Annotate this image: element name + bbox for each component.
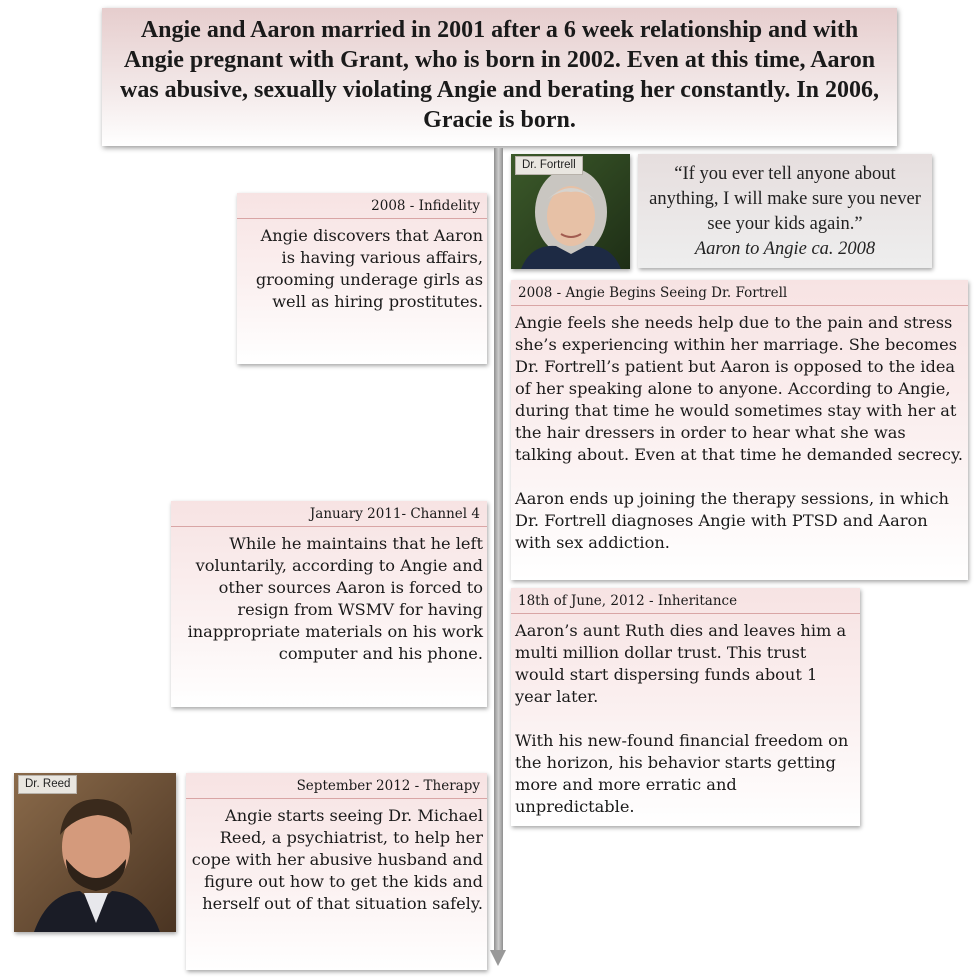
event-body — [511, 614, 860, 818]
timeline-arrow-icon — [490, 950, 506, 966]
event-paragraph: With his new-found financial freedom on the horizon, his behavior starts getting more and more erratic and unpredictable. — [515, 731, 849, 816]
event-body — [511, 306, 968, 554]
event-paragraph: Angie feels she needs help due to the pain and stress she’s experiencing within her marriage. She becomes Dr. Fortrell’s patient but Aaron is opposed to the idea of her speaking alone to anyone. According to Angie, during that time he would sometimes stay with her at the hair dressers in order to hear what she was talking about. Even at that time he demanded secrecy. — [515, 313, 964, 464]
dr-fortrell-photo — [511, 154, 630, 269]
event-card-channel4 — [171, 501, 487, 707]
event-heading: 2008 - Infidelity — [237, 193, 487, 219]
event-paragraph: Aaron ends up joining the therapy sessions, in which Dr. Fortrell diagnoses Angie with PTSD and Aaron with sex addiction. — [515, 489, 949, 552]
dr-reed-photo — [14, 773, 176, 932]
dr-fortrell-label: Dr. Fortrell — [515, 156, 583, 175]
portrait-man-icon — [14, 773, 176, 932]
event-card-infidelity — [237, 193, 487, 364]
event-body: Angie discovers that Aaron is having various affairs, grooming underage girls as well as hiring prostitutes. — [255, 226, 483, 311]
event-heading: September 2012 - Therapy — [186, 773, 487, 799]
quote-attribution: Aaron to Angie ca. 2008 — [694, 239, 876, 259]
event-card-therapy — [186, 773, 487, 970]
event-heading: January 2011- Channel 4 — [171, 501, 487, 527]
timeline-axis — [494, 148, 503, 954]
event-heading: 18th of June, 2012 - Inheritance — [511, 588, 860, 614]
event-body: Angie starts seeing Dr. Michael Reed, a psychiatrist, to help her cope with her abusive husband and figure out how to get the kids and herself out of that situation safely. — [191, 806, 483, 913]
event-card-inheritance — [511, 588, 860, 826]
dr-reed-label: Dr. Reed — [18, 775, 77, 794]
quote-text: “If you ever tell anyone about anything, I will make sure you never see your kids again.” — [649, 164, 921, 234]
event-paragraph: Aaron’s aunt Ruth dies and leaves him a multi million dollar trust. This trust would start dispersing funds about 1 year later. — [515, 621, 847, 706]
event-body: While he maintains that he left voluntarily, according to Angie and other sources Aaron is forced to resign from WSMV for having inappropriate materials on his work computer and his phone. — [187, 534, 483, 663]
event-card-fortrell — [511, 280, 968, 580]
event-heading: 2008 - Angie Begins Seeing Dr. Fortrell — [511, 280, 968, 306]
intro-summary-box — [102, 8, 897, 146]
intro-summary-text: Angie and Aaron married in 2001 after a 6 week relationship and with Angie pregnant with Grant, who is born in 2002. Even at this time, Aaron was abusive, sexually violating Angie and berating her constantly. In 2006, Gracie is born. — [120, 17, 879, 133]
quote-box — [638, 154, 932, 268]
